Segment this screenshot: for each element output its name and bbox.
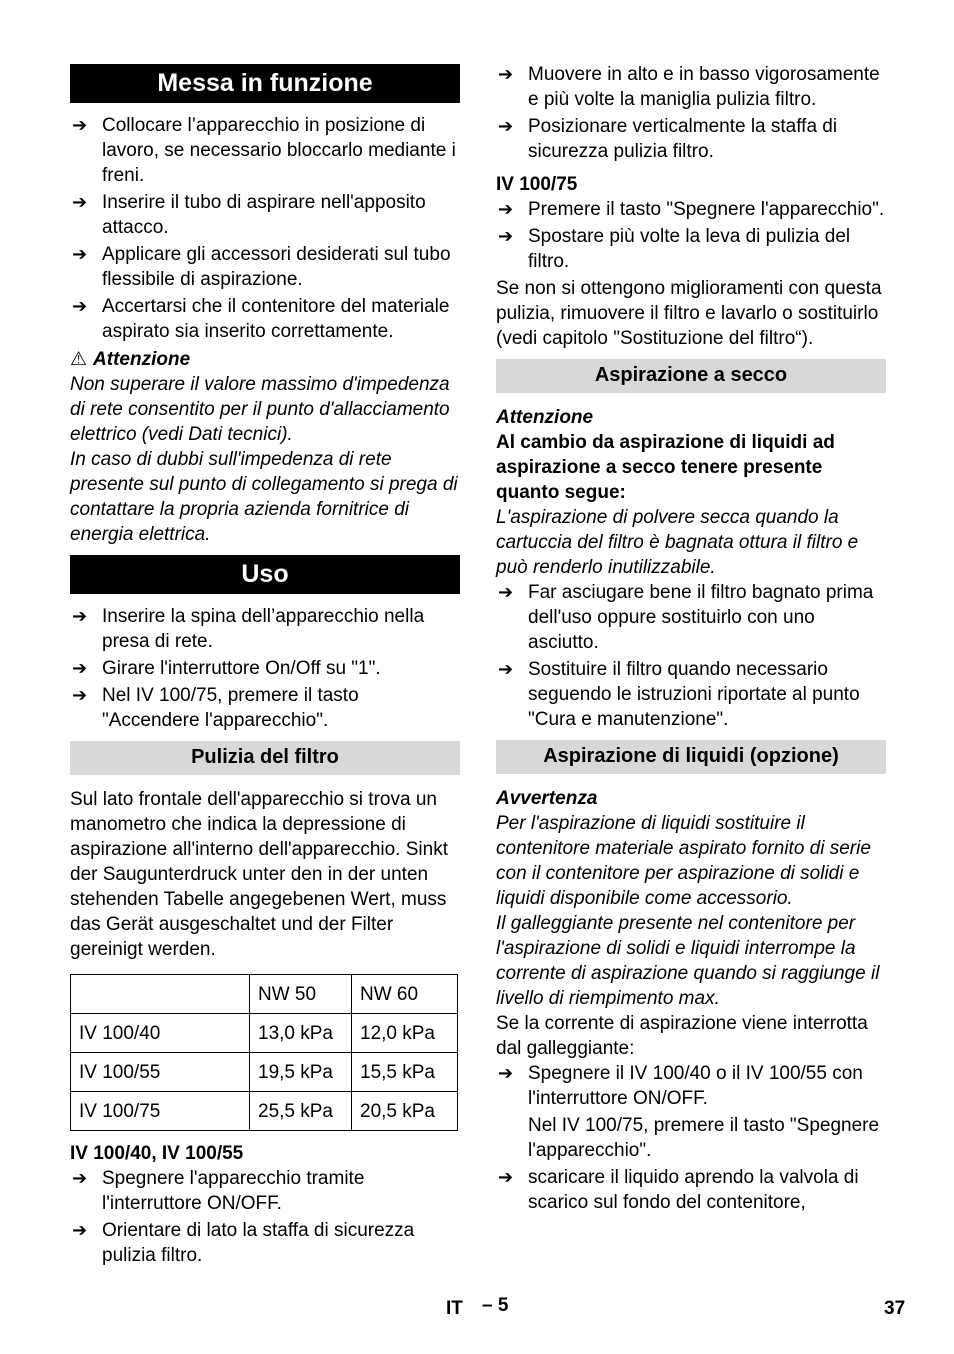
page-number: 37 — [884, 1298, 906, 1319]
pressure-table — [70, 974, 458, 1131]
list-item: ➔ Inserire il tubo di aspirare nell'apposito attacco. — [72, 192, 426, 238]
arrow-right-icon: ➔ — [72, 606, 88, 627]
warning-triangle-icon: ⚠ — [70, 348, 88, 370]
secco-bold-text: Al cambio da aspirazione di liquidi ad aspirazione a secco tenere presente quanto segue: — [496, 432, 835, 503]
arrow-right-icon: ➔ — [72, 244, 88, 265]
table-row — [71, 1014, 458, 1053]
liquidi-paragraph: Se la corrente di aspirazione viene interrotta dal galleggiante: — [496, 1013, 868, 1059]
list-item: ➔ scaricare il liquido aprendo la valvola di scarico sul fondo del contenitore, — [498, 1167, 859, 1213]
table-cell: 13,0 kPa — [250, 1014, 352, 1053]
arrow-right-icon: ➔ — [72, 685, 88, 706]
list-item-continuation: Nel IV 100/75, premere il tasto "Spegnere l'apparecchio". — [528, 1115, 880, 1161]
arrow-right-icon: ➔ — [72, 1220, 88, 1241]
list-item: ➔ Nel IV 100/75, premere il tasto "Accendere l'apparecchio". — [72, 685, 359, 731]
arrow-right-icon: ➔ — [72, 115, 88, 136]
warning-heading: ⚠ Attenzione — [70, 348, 191, 370]
table-row — [71, 975, 458, 1014]
arrow-right-icon: ➔ — [498, 1063, 514, 1084]
arrow-right-icon: ➔ — [498, 659, 514, 680]
footer-subpage: – 5 — [482, 1295, 509, 1316]
list-item: ➔ Muovere in alto e in basso vigorosamente e più volte la maniglia pulizia filtro. — [498, 64, 880, 110]
list-item: ➔ Girare l'interruttore On/Off su "1". — [72, 658, 381, 679]
filter-paragraph: Se non si ottengono miglioramenti con questa pulizia, rimuovere il filtro e lavarlo o sostituirlo (vedi capitolo "Sostituzione del filtro“). — [496, 278, 882, 349]
heading-aspirazione-di-liquidi: Aspirazione di liquidi (opzione) — [496, 740, 886, 774]
note-heading: Avvertenza — [496, 788, 598, 809]
table-cell: 25,5 kPa — [250, 1092, 352, 1131]
heading-uso: Uso — [70, 555, 460, 594]
list-item: ➔ Premere il tasto "Spegnere l'apparecchio". — [498, 199, 885, 220]
table-cell: 19,5 kPa — [250, 1053, 352, 1092]
right-column — [496, 62, 886, 1217]
pulizia-paragraph: Sul lato frontale dell'apparecchio si trova un manometro che indica la depressione di aspirazione all'interno dell'apparecchio. Sinkt der Saugunterdruck unter den in der unten stehenden Tabelle angegebenen Wert, muss das Gerät ausgeschaltet und der Filter gereinigt werden. — [70, 789, 448, 960]
heading-messa-in-funzione: Messa in funzione — [70, 64, 460, 103]
arrow-right-icon: ➔ — [498, 116, 514, 137]
heading-pulizia-del-filtro: Pulizia del filtro — [70, 741, 460, 775]
list-item: ➔ Orientare di lato la staffa di sicurezza pulizia filtro. — [72, 1220, 415, 1266]
table-cell: IV 100/55 — [71, 1053, 250, 1092]
arrow-right-icon: ➔ — [498, 199, 514, 220]
table-cell: 15,5 kPa — [352, 1053, 458, 1092]
table-cell: 20,5 kPa — [352, 1092, 458, 1131]
left-column — [70, 62, 460, 1270]
table-cell — [71, 975, 250, 1014]
table-row — [71, 1053, 458, 1092]
list-item: ➔ Spostare più volte la leva di pulizia del filtro. — [498, 226, 851, 272]
heading-aspirazione-a-secco: Aspirazione a secco — [496, 359, 886, 393]
list-item: ➔ Applicare gli accessori desiderati sul tubo flessibile di aspirazione. — [72, 244, 451, 290]
table-cell: IV 100/40 — [71, 1014, 250, 1053]
arrow-right-icon: ➔ — [498, 582, 514, 603]
arrow-right-icon: ➔ — [498, 1167, 514, 1188]
list-item: ➔ Sostituire il filtro quando necessario seguendo le istruzioni riportate al punto "Cura e manutenzione". — [498, 659, 860, 730]
arrow-right-icon: ➔ — [72, 658, 88, 679]
subheading-iv-100-40-55: IV 100/40, IV 100/55 — [70, 1143, 244, 1164]
table-cell: NW 50 — [250, 975, 352, 1014]
list-item: ➔ Far asciugare bene il filtro bagnato prima dell'uso oppure sostituirlo con uno asciutto. — [498, 582, 874, 653]
arrow-right-icon: ➔ — [72, 296, 88, 317]
subheading-iv-100-75: IV 100/75 — [496, 174, 578, 195]
list-item: ➔ Accertarsi che il contenitore del materiale aspirato sia inserito correttamente. — [72, 296, 450, 342]
arrow-right-icon: ➔ — [498, 226, 514, 247]
list-item: ➔ Spegnere l'apparecchio tramite l'interruttore ON/OFF. — [72, 1168, 365, 1214]
table-cell: 12,0 kPa — [352, 1014, 458, 1053]
warning-text: In caso di dubbi sull'impedenza di rete presente sul punto di collegamento si prega di contattare la propria azienda fornitrice di energia elettrica. — [70, 449, 458, 545]
warning-heading: Attenzione — [496, 407, 594, 428]
table-cell: IV 100/75 — [71, 1092, 250, 1131]
table-cell: NW 60 — [352, 975, 458, 1014]
list-item: ➔ Inserire la spina dell’apparecchio nella presa di rete. — [72, 606, 425, 652]
table-row — [71, 1092, 458, 1131]
note-text: Per l'aspirazione di liquidi sostituire il contenitore materiale aspirato fornito di serie con il contenitore per aspirazione di solidi e liquidi disponibile come accessorio. — [496, 813, 871, 909]
list-item: ➔ Spegnere il IV 100/40 o il IV 100/55 con l'interruttore ON/OFF. — [498, 1063, 863, 1109]
list-item: ➔ Collocare l’apparecchio in posizione di lavoro, se necessario bloccarlo mediante i freni. — [72, 115, 456, 186]
arrow-right-icon: ➔ — [498, 64, 514, 85]
secco-italic-text: L'aspirazione di polvere secca quando la cartuccia del filtro è bagnata ottura il filtro e può renderlo inutilizzabile. — [496, 507, 859, 578]
arrow-right-icon: ➔ — [72, 192, 88, 213]
note-text: Il galleggiante presente nel contenitore per l'aspirazione di solidi e liquidi interrompe la corrente di aspirazione quando si raggiunge il livello di riempimento max. — [496, 913, 880, 1009]
arrow-right-icon: ➔ — [72, 1168, 88, 1189]
warning-text: Non superare il valore massimo d'impedenza di rete consentito per il punto d'allacciamento elettrico (vedi Dati tecnici). — [70, 374, 450, 445]
list-item: ➔ Posizionare verticalmente la staffa di sicurezza pulizia filtro. — [498, 116, 838, 162]
footer-language: IT — [446, 1298, 463, 1319]
